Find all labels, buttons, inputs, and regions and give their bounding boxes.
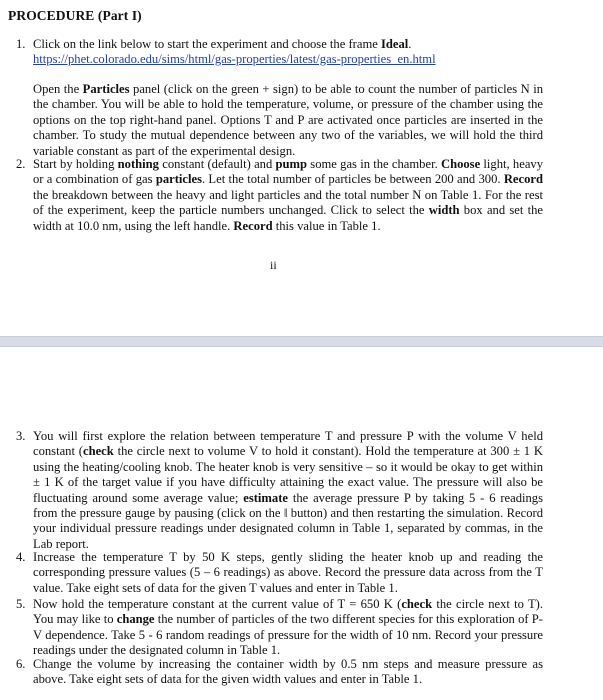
bold-term: Ideal: [380, 37, 409, 51]
step-3-text: [33, 429, 543, 552]
text-run: .: [408, 37, 412, 51]
bold-term: nothing: [117, 157, 159, 171]
text-run: Change the volume by increasing the container width by 0.5 nm steps and measure pressure as above. Take eight sets of data for the given width values and enter in Table 1.: [33, 657, 543, 687]
text-run: . Let the total number of particles be between 200 and 300.: [201, 172, 504, 187]
document-page-1: [0, 0, 603, 336]
text-run: constant (default) and: [158, 157, 276, 171]
step-4-text: [33, 550, 543, 596]
procedure-heading: PROCEDURE (Part I): [8, 8, 142, 23]
bold-term: estimate: [243, 490, 289, 505]
bold-term: change: [116, 612, 155, 627]
experiment-link[interactable]: https://phet.colorado.edu/sims/html/gas-properties/latest/gas-properties_en.html: [33, 52, 436, 66]
text-run: this value in Table 1.: [272, 218, 381, 233]
bold-term: particles: [155, 172, 202, 187]
step-1-paragraph: [33, 82, 543, 159]
text-run: the average pressure P by taking 5 - 6 readings from the pressure gauge by pausing (click on the ‖ button) and then restarting the simulation. Record your individual pressure readings under designated column in Table 1, separated by commas, in the Lab report.: [33, 490, 543, 551]
step-number-5: 5.: [16, 597, 26, 611]
bold-term: check: [401, 597, 433, 611]
bold-term: check: [82, 444, 114, 459]
text-run: Now hold the temperature constant at the current value of T = 650 K (: [33, 597, 402, 611]
step-1-intro: [33, 37, 543, 52]
text-run: Open the: [33, 82, 83, 96]
bold-term: Record: [503, 172, 543, 187]
text-run: the circle next to volume V to hold it constant). Hold the temperature at 300 ± 1 K using the heating/cooling knob. The heater knob is very sensitive – so it would be okay to get within ± 1 K of the target value if you have difficulty attaining the exact value. The pressure will also be fluctuating around some average value;: [33, 444, 544, 505]
step-number-2: 2.: [16, 157, 26, 171]
step-6-text: [33, 657, 543, 688]
text-run: the circle next to T). You may like to: [33, 597, 544, 627]
bold-term: pump: [275, 157, 308, 171]
step-number-1: 1.: [16, 37, 26, 51]
step-5-text: [33, 597, 543, 659]
page-number: ii: [270, 258, 277, 272]
text-run: Increase the temperature T by 50 K steps, gently sliding the heater knob up and reading the corresponding pressure values (5 – 6 readings) as above. Record the pressure data across from the T value. Take eight sets of data for the given T values and enter in Table 1.: [33, 550, 543, 595]
bold-term: width: [428, 203, 460, 218]
text-run: Click on the link below to start the experiment and choose the frame: [33, 37, 381, 51]
bold-term: Particles: [82, 82, 130, 96]
step-2-text: [33, 157, 543, 234]
text-run: the breakdown between the heavy and light particles and the total number N on Table 1. For the rest of the experiment, keep the particle numbers unchanged. Click to select the: [33, 187, 543, 218]
bold-term: Choose: [440, 157, 481, 171]
experiment-link-row: [33, 52, 553, 67]
text-run: Start by holding: [33, 157, 118, 171]
step-number-3: 3.: [16, 429, 26, 443]
bold-term: Record: [233, 218, 273, 233]
text-run: the number of particles of the two different species for this exploration of P-V dependence. Take 5 - 6 random readings of pressure for the width of 10 nm. Record your pressure readings under the designated column in Table 1.: [33, 612, 543, 658]
text-run: You will first explore the relation between temperature T and pressure P with the volume V held constant (: [33, 429, 543, 459]
step-number-4: 4.: [16, 550, 26, 564]
text-run: box and set the width at 10.0 nm, using the left handle.: [33, 203, 544, 233]
text-run: some gas in the chamber.: [307, 157, 441, 171]
page-separator: [0, 336, 603, 347]
text-run: panel (click on the green + sign) to be able to count the number of particles N in the chamber. You will be able to hold the temperature, volume, or pressure of the chamber using the options on the top right-hand panel. Options T and P are activated once particles are inserted in the chamber. To study the mutual dependence between any two of the variables, we will hold the third variable constant as part of the experimental design.: [33, 82, 543, 158]
text-run: light, heavy or a combination of gas: [33, 157, 544, 187]
step-number-6: 6.: [16, 657, 26, 671]
